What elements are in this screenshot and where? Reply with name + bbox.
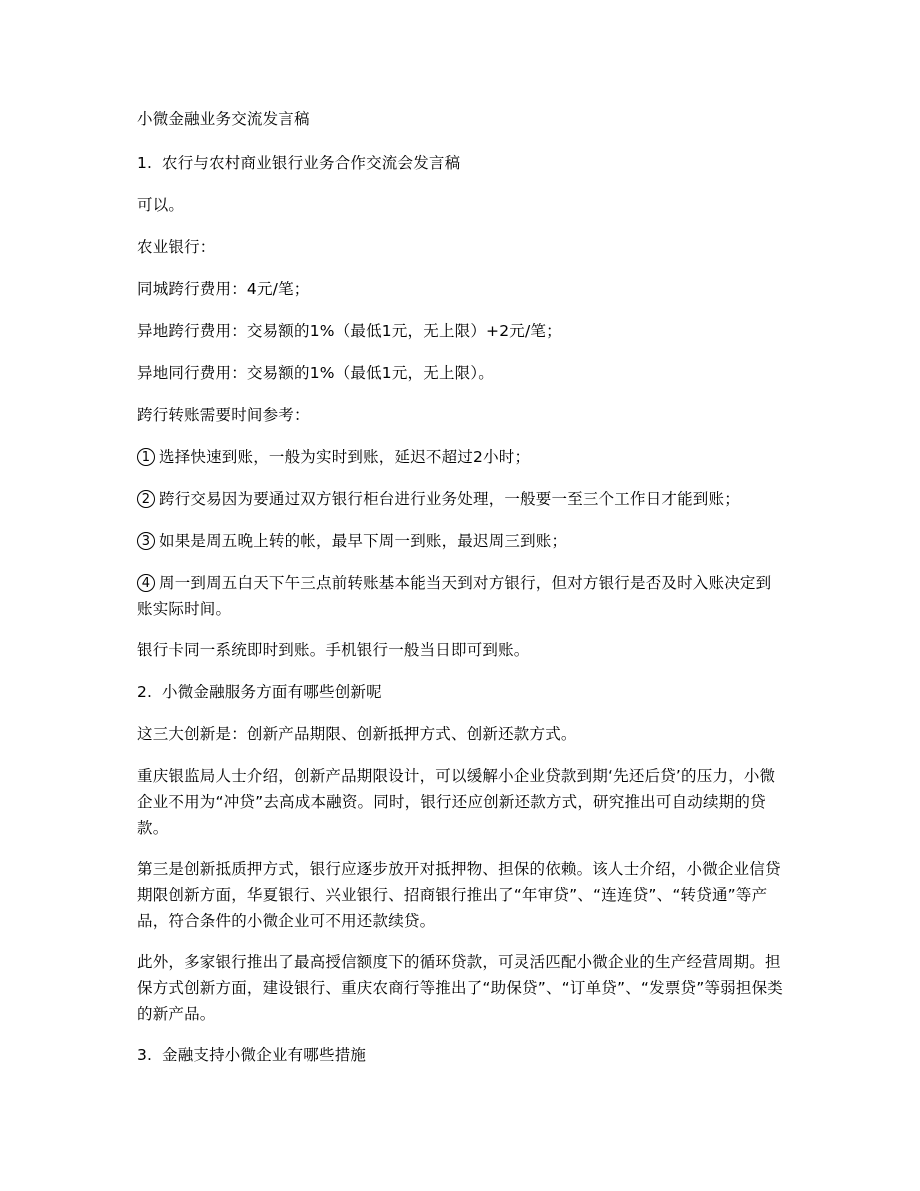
section-heading-3 bbox=[137, 1042, 785, 1068]
section-heading-1 bbox=[137, 150, 785, 176]
paragraph-time-reference: 跨行转账需要时间参考： bbox=[137, 406, 310, 424]
paragraph-bank: 农业银行： bbox=[137, 238, 216, 256]
circled-number: 3 bbox=[137, 532, 155, 550]
paragraph-besides: 此外，多家银行推出了最高授信额度下的循环贷款，可灵活匹配小微企业的生产经营周期。担保方式创新方面，建设银行、重庆农商行等推出了“助保贷”、“订单贷”、“发票贷”等弱担保类的新产品。 bbox=[137, 953, 783, 1023]
circled-number: 2 bbox=[137, 490, 155, 508]
section-heading-text: 金融支持小微企业有哪些措施 bbox=[162, 1046, 367, 1064]
document-body bbox=[137, 106, 785, 1084]
paragraph-fee-cross-region: 异地跨行费用：交易额的1%（最低1元，无上限）+2元/笔； bbox=[137, 322, 562, 340]
section-heading-2 bbox=[137, 679, 785, 705]
document-title: 小微金融业务交流发言稿 bbox=[137, 110, 310, 128]
list-item-text: 跨行交易因为要通过双方银行柜台进行业务处理，一般要一至三个工作日才能到账； bbox=[159, 490, 740, 508]
section-number: 1. bbox=[137, 154, 153, 172]
list-item-text: 选择快速到账，一般为实时到账，延迟不超过2小时； bbox=[159, 448, 531, 466]
list-item bbox=[137, 528, 785, 554]
section-heading-text: 小微金融服务方面有哪些创新呢 bbox=[162, 683, 382, 701]
section-number: 2. bbox=[137, 683, 153, 701]
list-item bbox=[137, 486, 785, 512]
paragraph-third: 第三是创新抵质押方式，银行应逐步放开对抵押物、担保的依赖。该人士介绍，小微企业信贷期限创新方面，华夏银行、兴业银行、招商银行推出了“年审贷”、“连连贷”、“转贷通”等产品，符合条件的小微企业可不用还款续贷。 bbox=[137, 860, 781, 930]
paragraph-keyi: 可以。 bbox=[137, 196, 185, 214]
circled-number: 1 bbox=[137, 448, 155, 466]
section-number: 3. bbox=[137, 1046, 153, 1064]
list-item bbox=[137, 444, 785, 470]
list-item-text: 周一到周五白天下午三点前转账基本能当天到对方银行，但对方银行是否及时入账决定到账实际时间。 bbox=[137, 574, 772, 618]
paragraph-card: 银行卡同一系统即时到账。手机银行一般当日即可到账。 bbox=[137, 641, 530, 659]
section-heading-text: 农行与农村商业银行业务合作交流会发言稿 bbox=[162, 154, 461, 172]
circled-number: 4 bbox=[137, 574, 155, 592]
list-item bbox=[137, 570, 785, 622]
paragraph-fee-same-city: 同城跨行费用：4元/笔； bbox=[137, 280, 310, 298]
list-item-text: 如果是周五晚上转的帐，最早下周一到账，最迟周三到账； bbox=[159, 532, 568, 550]
paragraph-chongqing: 重庆银监局人士介绍，创新产品期限设计，可以缓解小企业贷款到期‘先还后贷’的压力，小微企业不用为“冲贷”去高成本融资。同时，银行还应创新还款方式，研究推出可自动续期的贷款。 bbox=[137, 767, 776, 837]
paragraph-three-innovations: 这三大创新是：创新产品期限、创新抵押方式、创新还款方式。 bbox=[137, 725, 577, 743]
paragraph-fee-same-bank: 异地同行费用：交易额的1%（最低1元，无上限）。 bbox=[137, 364, 495, 382]
